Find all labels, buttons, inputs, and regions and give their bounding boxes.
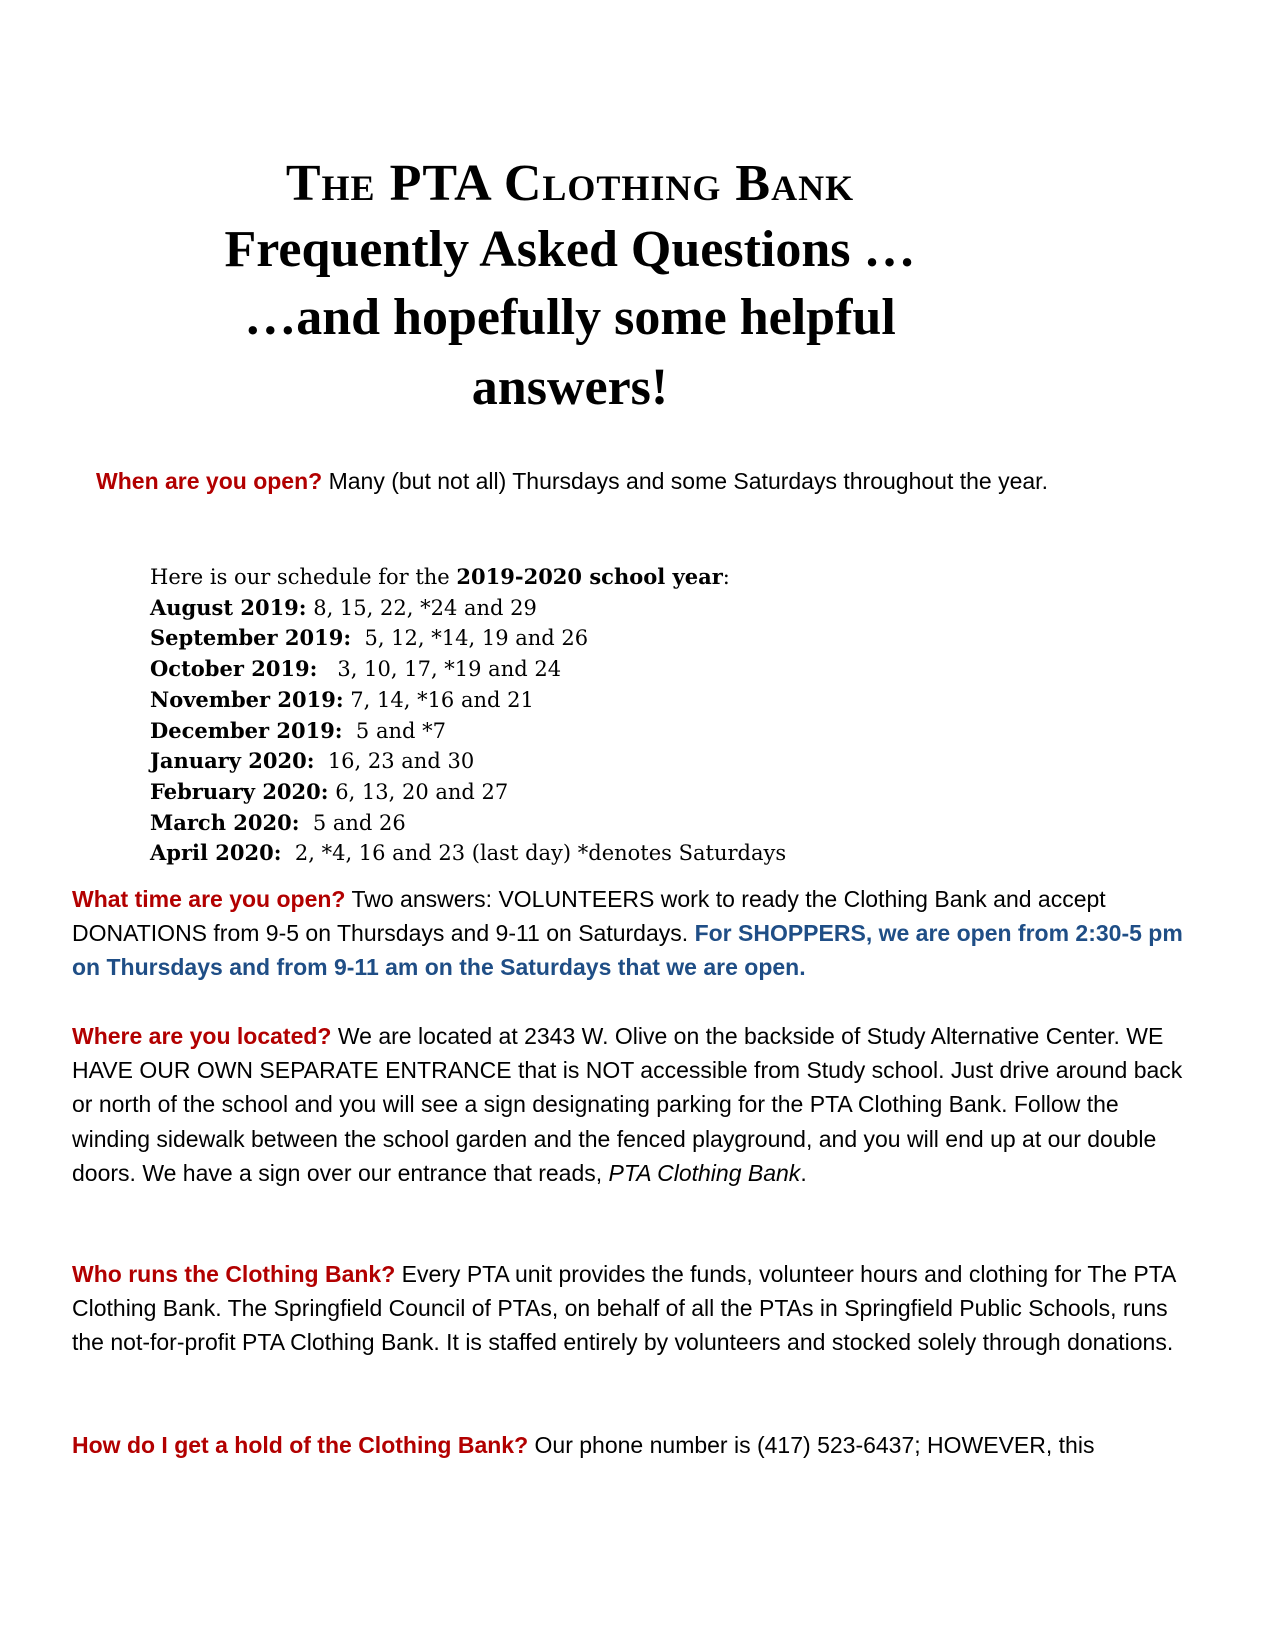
faq-where-located (72, 1019, 1192, 1190)
entrance-sign-text: PTA Clothing Bank (608, 1159, 801, 1186)
schedule-row (150, 808, 1050, 839)
schedule-row (150, 838, 1050, 869)
faq-question: When are you open? (96, 468, 323, 494)
faq-who-runs (72, 1257, 1192, 1360)
faq-answer: Our phone number is (417) 523-6437; HOWEVER, this (528, 1432, 1095, 1458)
faq-question: Where are you located? (72, 1023, 332, 1049)
schedule-month: September 2019: (150, 625, 352, 651)
schedule-month: August 2019: (150, 594, 307, 620)
title-line-2: Frequently Asked Questions … (224, 221, 916, 278)
schedule-row (150, 685, 1050, 716)
faq-what-time (72, 882, 1192, 985)
schedule-month: January 2020: (150, 748, 315, 774)
document-title (120, 152, 1020, 424)
faq-when-open (72, 464, 1072, 498)
schedule-dates: 3, 10, 17, *19 and 24 (317, 657, 562, 682)
faq-answer: Every PTA unit provides the funds, volunteer hours and clothing for The PTA Clothing Bank. The Springfield Council of PTAs, on behalf of all the PTAs in Springfield Public Schools, runs the not-for-profit PTA Clothing Bank. It is staffed entirely by volunteers and stocked solely through donations. (72, 1261, 1176, 1356)
faq-answer-end: . (800, 1159, 807, 1186)
schedule-intro-colon: : (722, 565, 730, 589)
schedule-row (150, 593, 1050, 624)
schedule-month: October 2019: (150, 656, 318, 682)
schedule-dates: 2, *4, 16 and 23 (last day) *denotes Saturdays (281, 841, 787, 866)
schedule-intro (150, 562, 1050, 593)
schedule-month: February 2020: (150, 778, 329, 804)
schedule-dates: 5, 12, *14, 19 and 26 (351, 626, 589, 651)
schedule-row (150, 654, 1050, 685)
faq-answer: We are located at 2343 W. Olive on the backside of Study Alternative Center. WE HAVE OUR OWN SEPARATE ENTRANCE that is NOT accessible from Study school. Just drive around back or north of the school and you will see a sign designating parking for the PTA Clothing Bank. Follow the winding sidewalk between the school garden and the fenced playground, and you will end up at our double doors. We have a sign over our entrance that reads, (72, 1023, 1183, 1186)
faq-how-contact (72, 1428, 1192, 1462)
schedule-row (150, 623, 1050, 654)
title-line-4: answers! (471, 359, 669, 416)
schedule-dates: 7, 14, *16 and 21 (343, 687, 534, 712)
schedule-intro-text: Here is our schedule for the (150, 565, 457, 589)
schedule-dates: 8, 15, 22, *24 and 29 (306, 595, 537, 620)
schedule-month: April 2020: (150, 840, 282, 866)
faq-question: Who runs the Clothing Bank? (72, 1261, 396, 1287)
schedule-list (150, 562, 1050, 869)
faq-answer: Two answers: VOLUNTEERS work to ready the Clothing Bank and accept DONATIONS from 9-5 on Thursdays and 9-11 on Saturdays. (72, 886, 1106, 947)
schedule-row (150, 716, 1050, 747)
faq-question: What time are you open? (72, 886, 346, 912)
schedule-row (150, 746, 1050, 777)
schedule-dates: 16, 23 and 30 (314, 749, 475, 774)
schedule-row (150, 777, 1050, 808)
faq-answer: Many (but not all) Thursdays and some Saturdays throughout the year. (322, 468, 1048, 494)
schedule-dates: 5 and *7 (342, 718, 446, 743)
schedule-intro-year: 2019-2020 school year (456, 564, 723, 589)
schedule-dates: 6, 13, 20 and 27 (328, 779, 509, 804)
schedule-month: March 2020: (150, 809, 300, 835)
faq-question: How do I get a hold of the Clothing Bank? (72, 1432, 529, 1458)
schedule-month: November 2019: (150, 686, 344, 712)
schedule-month: December 2019: (150, 717, 343, 743)
title-line-3: …and hopefully some helpful (244, 289, 896, 346)
schedule-dates: 5 and 26 (299, 810, 406, 835)
title-line-1: The PTA Clothing Bank (285, 155, 855, 212)
shopper-hours-highlight: For SHOPPERS, we are open from 2:30-5 pm on Thursdays and from 9-11 am on the Saturdays that we are open. (72, 920, 1183, 981)
